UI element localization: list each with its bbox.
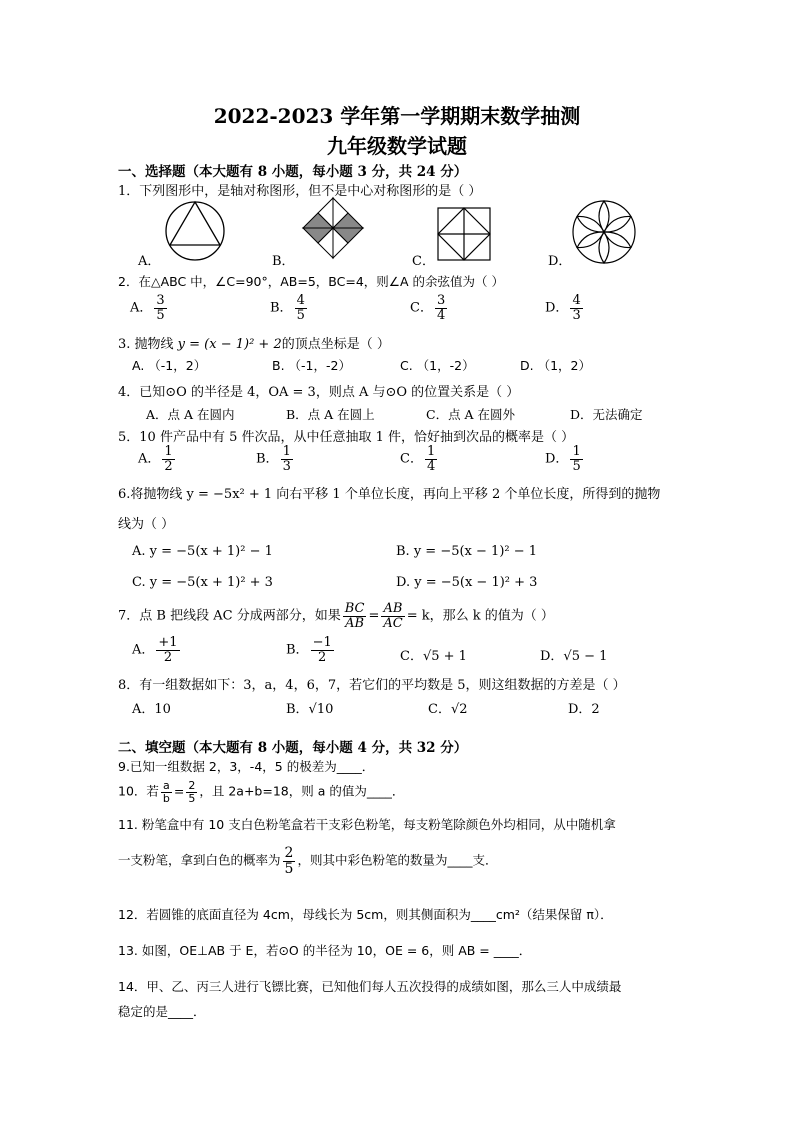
q7-frac2-num: AB bbox=[381, 602, 404, 617]
q5-option-c-label: C． bbox=[400, 451, 423, 467]
q5-d-num: 1 bbox=[572, 444, 581, 459]
q8-option-d: D．2 bbox=[568, 702, 600, 717]
q3-stem-a: 3. 抛物线 bbox=[118, 337, 178, 352]
q2-option-b bbox=[270, 294, 309, 322]
q7-stem-b: = k，那么 k 的值为（ ） bbox=[406, 608, 554, 624]
title-line2: 九年级数学试题 bbox=[327, 134, 467, 158]
section-fill-heading: 二、填空题（本大题有 8 小题，每小题 4 分，共 32 分） bbox=[118, 740, 468, 756]
q14-line2: 稳定的是____． bbox=[118, 1004, 206, 1019]
q1-option-d: D． bbox=[548, 254, 572, 269]
q7-option-a bbox=[132, 636, 182, 664]
q11-line1: 11. 粉笔盒中有 10 支白色粉笔盒若干支彩色粉笔，每支粉笔除颜色外均相同，从中随机拿 bbox=[118, 817, 616, 832]
q5-option-b-label: B． bbox=[256, 451, 279, 467]
q5-option-c bbox=[400, 445, 439, 473]
q2-stem: 2．在△ABC 中，∠C=90°，AB=5，BC=4，则∠A 的余弦值为（ ） bbox=[118, 274, 505, 289]
q6-option-b: B. y = −5(x − 1)² − 1 bbox=[396, 544, 538, 559]
q1-figure-d-flower-circle bbox=[570, 198, 638, 266]
q10-a: 10．若 bbox=[118, 783, 159, 799]
q3-stem bbox=[118, 333, 390, 352]
q7-frac1-den: AB bbox=[345, 615, 365, 631]
q4-option-b: B．点 A 在圆上 bbox=[286, 407, 375, 422]
q3-option-b: B. （-1，-2） bbox=[272, 358, 351, 373]
q2-c-num: 3 bbox=[436, 293, 446, 308]
q1-figure-b-pinwheel bbox=[298, 193, 368, 263]
q3-option-a: A. （-1，2） bbox=[132, 358, 207, 373]
q7-option-d: D．√5 − 1 bbox=[540, 649, 608, 664]
q10-text bbox=[118, 780, 404, 804]
q13-text: 13. 如图，OE⊥AB 于 E，若⊙O 的半径为 10，OE = 6，则 AB = ____． bbox=[118, 943, 532, 958]
q6-stem-line2: 线为（ ） bbox=[118, 517, 175, 532]
q3-expr: y = (x − 1)² + 2 bbox=[177, 337, 282, 352]
q2-c-den: 4 bbox=[436, 307, 446, 323]
q11-frac-num: 2 bbox=[284, 845, 294, 861]
q10-b: ，且 2a+b=18，则 a 的值为____． bbox=[199, 783, 405, 799]
q7-option-a-label: A． bbox=[132, 642, 155, 658]
q2-a-num: 3 bbox=[156, 293, 165, 308]
q6-option-c: C. y = −5(x + 1)² + 3 bbox=[132, 575, 273, 590]
q10-frac2-num: 2 bbox=[188, 779, 196, 792]
q2-b-den: 5 bbox=[296, 307, 305, 323]
q5-option-b bbox=[256, 445, 295, 473]
q7-a-den: 2 bbox=[163, 649, 173, 665]
q8-stem: 8．有一组数据如下：3，a，4，6，7，若它们的平均数是 5，则这组数据的方差是（ ） bbox=[118, 678, 626, 693]
q7-frac1-num: BC bbox=[344, 601, 365, 616]
q5-stem: 5．10 件产品中有 5 件次品，从中任意抽取 1 件，恰好抽到次品的概率是（ ） bbox=[118, 430, 575, 445]
q8-option-c: C．√2 bbox=[428, 702, 468, 717]
q5-b-den: 3 bbox=[282, 458, 291, 474]
q2-a-den: 5 bbox=[156, 307, 165, 323]
q3-option-d: D. （1，2） bbox=[520, 358, 591, 373]
q2-option-a bbox=[130, 294, 169, 322]
q14-line1: 14．甲、乙、丙三人进行飞镖比赛，已知他们每人五次投得的成绩如图，那么三人中成绩最 bbox=[118, 979, 622, 994]
q6-option-a: A. y = −5(x + 1)² − 1 bbox=[132, 544, 273, 559]
q9-text: 9.已知一组数据 2，3，-4，5 的极差为____． bbox=[118, 759, 375, 774]
q10-frac1-num: a bbox=[161, 780, 172, 793]
q12-text: 12．若圆锥的底面直径为 4cm，母线长为 5cm，则其侧面积为____cm²（结果保留 π）． bbox=[118, 907, 613, 922]
q2-d-den: 3 bbox=[572, 307, 581, 323]
q4-option-d: D．无法确定 bbox=[570, 407, 643, 422]
q5-b-num: 1 bbox=[282, 444, 291, 459]
q6-option-d: D. y = −5(x − 1)² + 3 bbox=[396, 575, 538, 590]
section-choice-heading: 一、选择题（本大题有 8 小题，每小题 3 分，共 24 分） bbox=[118, 164, 468, 180]
q2-d-num: 4 bbox=[572, 293, 581, 308]
q2-b-num: 4 bbox=[296, 293, 305, 308]
q1-option-a: A． bbox=[138, 254, 161, 269]
q1-option-b: B． bbox=[272, 254, 295, 269]
q7-stem: 7．点 B 把线段 AC 分成两部分，如果 $\frac{BC}{AB}$ = $\frac{AB}{AC}$ = k，那么 k 的值为（ ） bbox=[118, 601, 554, 631]
q10-eq: = bbox=[173, 783, 185, 799]
q1-stem: 1．下列图形中，是轴对称图形，但不是中心对称图形的是（ ） bbox=[118, 184, 482, 199]
q7-b-den: 2 bbox=[318, 649, 327, 665]
q7-option-b bbox=[286, 636, 336, 664]
q5-option-d bbox=[545, 445, 585, 473]
q7-option-b-label: B． bbox=[286, 642, 309, 658]
q7-b-num: −1 bbox=[312, 635, 332, 650]
q4-stem: 4．已知⊙O 的半径是 4，OA = 3，则点 A 与⊙O 的位置关系是（ ） bbox=[118, 385, 520, 400]
q5-a-den: 2 bbox=[164, 458, 173, 474]
q10-frac2-den: 5 bbox=[188, 791, 196, 805]
q10-frac1-den: b bbox=[162, 791, 170, 805]
q5-option-d-label: D． bbox=[545, 451, 569, 467]
q3-option-c: C. （1，-2） bbox=[400, 358, 475, 373]
q7-a-num: +1 bbox=[158, 635, 178, 650]
q2-option-c bbox=[410, 294, 449, 322]
q2-option-d bbox=[545, 294, 585, 322]
q7-option-c: C．√5 + 1 bbox=[400, 649, 467, 664]
q2-option-d-label: D． bbox=[545, 300, 569, 316]
q5-c-den: 4 bbox=[426, 458, 436, 474]
q11-line2 bbox=[118, 846, 497, 876]
q5-c-num: 1 bbox=[426, 444, 436, 459]
q2-option-b-label: B． bbox=[270, 300, 293, 316]
title-line1: 2022-2023 学年第一学期期末数学抽测 bbox=[213, 104, 581, 128]
q8-option-b: B．√10 bbox=[286, 702, 334, 717]
q5-option-a bbox=[138, 445, 177, 473]
q3-stem-b: 的顶点坐标是（ ） bbox=[281, 337, 390, 352]
q11-line2-b: ，则其中彩色粉笔的数量为____支． bbox=[297, 852, 498, 868]
q7-frac2-den: AC bbox=[383, 615, 403, 631]
q1-option-c: C． bbox=[412, 254, 435, 269]
q4-option-a: A．点 A 在圆内 bbox=[146, 407, 235, 422]
q5-d-den: 5 bbox=[572, 458, 581, 474]
q4-option-c: C．点 A 在圆外 bbox=[426, 407, 516, 422]
q5-a-num: 1 bbox=[164, 444, 173, 459]
q1-figure-c-square-diamond bbox=[436, 206, 492, 262]
q11-frac-den: 5 bbox=[284, 860, 294, 877]
q2-option-a-label: A． bbox=[130, 300, 153, 316]
q8-option-a: A．10 bbox=[132, 702, 171, 717]
q2-option-c-label: C． bbox=[410, 300, 433, 316]
q1-figure-a-circle-triangle bbox=[163, 199, 227, 263]
q6-stem-line1: 6.将抛物线 y = −5x² + 1 向右平移 1 个单位长度，再向上平移 2 个单位长度，所得到的抛物 bbox=[118, 487, 661, 502]
q5-option-a-label: A． bbox=[138, 451, 161, 467]
q7-stem-a: 7．点 B 把线段 AC 分成两部分，如果 bbox=[118, 608, 341, 624]
q11-line2-a: 一支粉笔，拿到白色的概率为 bbox=[118, 852, 281, 868]
